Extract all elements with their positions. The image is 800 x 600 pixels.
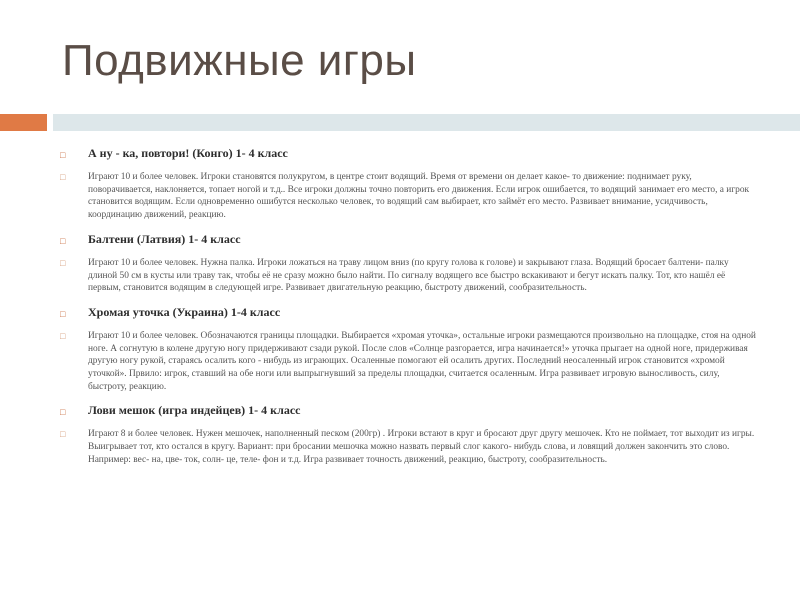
game-description-latvia xyxy=(58,257,758,295)
slide-title: Подвижные игры xyxy=(62,36,417,85)
game-description-text: Играют 8 и более человек. Нужен мешочек, наполненный песком (200гр) . Игроки встают в круг и бросают друг другу мешочек. Кто не поймает, тот выходит из игры. Выигрывает тот, кто остался в кругу. Вариант: при бросании мешочка можно назвать первый слог какого- нибудь слова, и ловящий должен закончить это слово. Например: вес- на, цве- ток, солн- це, теле- фон и т.д. Игра развивает точность движений, реакцию, быстроту, сообразительность. xyxy=(88,429,755,465)
bullet-icon: □ xyxy=(60,407,66,418)
game-description-indians xyxy=(58,428,758,466)
game-description-text: Играют 10 и более человек. Обозначаются границы площадки. Выбирается «хромая уточка», остальные игроки размещаются произвольно на площадке, стоя на одной ноге. А согнутую в колене другую ногу придерживают сзади рукой. После слов «Солнце разгорается, игра начинается!» уточка прыгает на одной ноге, придерживая другую ногу рукой, стараясь осалить кого - нибудь из играющих. Осаленные помогают ей осалить других. Последний неосаленный игрок становится «хромой уточкой». Првило: игрок, ставший на обе ноги или выпрыгнувший за пределы площадки, считается осаленным. Игра развивает игровую выносливость, силу, быстроту, реакцию. xyxy=(88,330,756,392)
game-heading-text: А ну - ка, повтори! (Конго) 1- 4 класс xyxy=(88,146,288,160)
game-heading-latvia xyxy=(58,232,758,246)
game-description-congo xyxy=(58,171,758,222)
game-heading-text: Балтени (Латвия) 1- 4 класс xyxy=(88,231,241,246)
title-accent-bar xyxy=(0,114,47,131)
game-heading-ukraine xyxy=(58,305,758,319)
slide-content xyxy=(58,146,758,477)
bullet-icon: □ xyxy=(60,235,66,246)
game-heading-indians xyxy=(58,403,758,417)
game-heading-congo xyxy=(58,146,758,160)
bullet-icon: □ xyxy=(60,257,66,268)
game-description-ukraine xyxy=(58,330,758,394)
bullet-icon: □ xyxy=(60,172,66,182)
bullet-icon: □ xyxy=(60,429,66,440)
game-heading-text: Хромая уточка (Украина) 1-4 класс xyxy=(88,304,281,319)
game-description-text: Играют 10 и более человек. Нужна палка. Игроки ложаться на траву лицом вниз (по кругу голова к голове) и закрывают глаза. Водящий бросает балтени- палку длиной 50 см в кусты или траву так, чтобы её не сразу можно было найти. По сигналу водящего все быстро вскакивают и бегут искать палку. Тот, кто нашёл её первым, становится водящим в следующей игре. Развивает двигательную реакцию, быстроту движений, сообразительность. xyxy=(88,257,729,294)
game-heading-text: Лови мешок (игра индейцев) 1- 4 класс xyxy=(88,403,301,418)
game-description-text: Играют 10 и более человек. Игроки становятся полукругом, в центре стоит водящий. Время от времени он делает какое- то движение: поднимает руку, поворачивается, наклоняется, топает ногой и т.д.. Все игроки должны точно повторить его движения. Если игрок ошибается, то водящий занимает его место, а игрок становится водящим. Если одновременно ошибутся несколько человек, то водящий сам выбирает, кто займёт его место. Развивает внимание, усидчивость, координацию движений, реакцию. xyxy=(88,172,750,221)
bullet-icon: □ xyxy=(60,330,66,341)
bullet-icon: □ xyxy=(60,150,66,160)
title-divider-bar xyxy=(53,114,800,131)
bullet-icon: □ xyxy=(60,308,66,319)
